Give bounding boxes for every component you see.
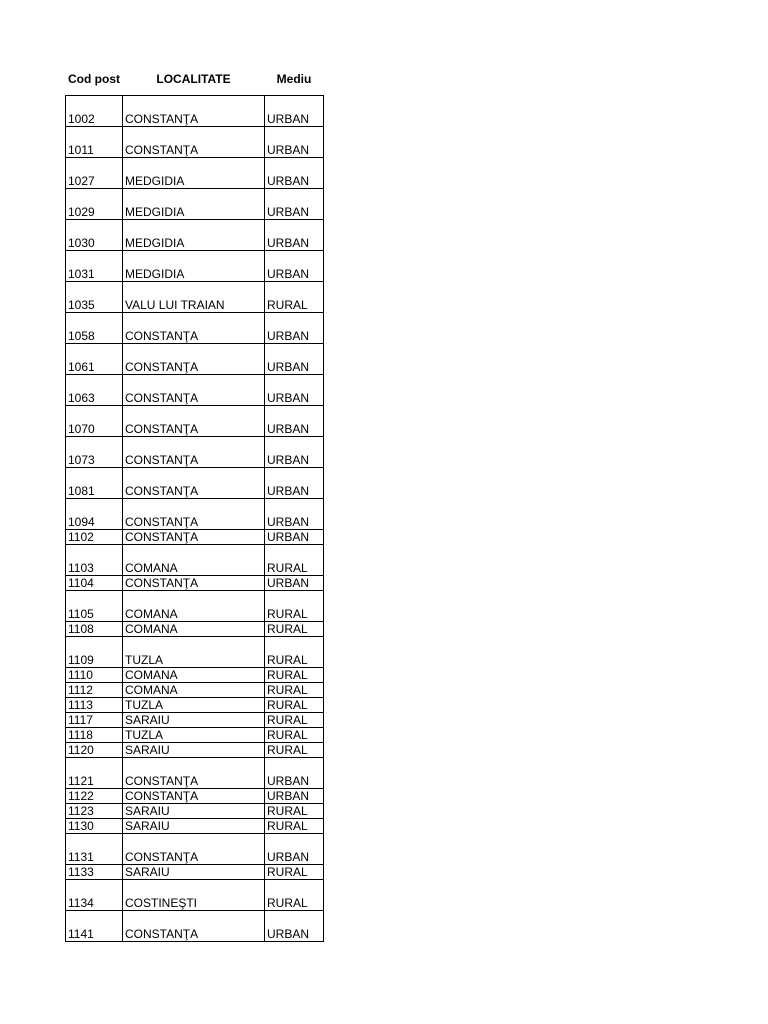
cell-code: 1130 <box>66 819 123 834</box>
table-row <box>66 698 324 713</box>
cell-code: 1031 <box>66 251 123 282</box>
cell-environment: URBAN <box>265 375 324 406</box>
cell-code: 1110 <box>66 668 123 683</box>
cell-code: 1120 <box>66 743 123 758</box>
cell-environment: URBAN <box>265 530 324 545</box>
cell-locality: CONSTANŢA <box>123 437 265 468</box>
table-row <box>66 158 324 189</box>
cell-code: 1081 <box>66 468 123 499</box>
cell-locality: MEDGIDIA <box>123 189 265 220</box>
cell-environment: URBAN <box>265 251 324 282</box>
cell-locality: SARAIU <box>123 804 265 819</box>
cell-code: 1070 <box>66 406 123 437</box>
cell-code: 1122 <box>66 789 123 804</box>
cell-environment: URBAN <box>265 96 324 127</box>
cell-locality: COMANA <box>123 622 265 637</box>
cell-code: 1103 <box>66 545 123 576</box>
cell-code: 1104 <box>66 576 123 591</box>
cell-locality: CONSTANŢA <box>123 499 265 530</box>
table-row <box>66 406 324 437</box>
cell-environment: RURAL <box>265 668 324 683</box>
cell-environment: URBAN <box>265 158 324 189</box>
table-row <box>66 804 324 819</box>
cell-environment: RURAL <box>265 622 324 637</box>
table-row <box>66 437 324 468</box>
cell-environment: RURAL <box>265 637 324 668</box>
table-row <box>66 545 324 576</box>
table-row <box>66 743 324 758</box>
table-row <box>66 834 324 865</box>
cell-locality: CONSTANŢA <box>123 127 265 158</box>
cell-locality: CONSTANŢA <box>123 406 265 437</box>
cell-code: 1061 <box>66 344 123 375</box>
cell-code: 1073 <box>66 437 123 468</box>
cell-locality: COMANA <box>123 668 265 683</box>
cell-locality: TUZLA <box>123 728 265 743</box>
cell-locality: COMANA <box>123 591 265 622</box>
table-row <box>66 683 324 698</box>
table-row <box>66 622 324 637</box>
cell-locality: TUZLA <box>123 637 265 668</box>
cell-code: 1109 <box>66 637 123 668</box>
cell-code: 1117 <box>66 713 123 728</box>
cell-environment: RURAL <box>265 698 324 713</box>
table-row <box>66 713 324 728</box>
table-row <box>66 865 324 880</box>
cell-code: 1108 <box>66 622 123 637</box>
cell-locality: CONSTANŢA <box>123 313 265 344</box>
table-row <box>66 530 324 545</box>
cell-environment: URBAN <box>265 127 324 158</box>
cell-locality: COSTINEŞTI <box>123 880 265 911</box>
cell-environment: URBAN <box>265 406 324 437</box>
cell-environment: RURAL <box>265 728 324 743</box>
cell-environment: URBAN <box>265 344 324 375</box>
cell-code: 1112 <box>66 683 123 698</box>
cell-environment: URBAN <box>265 313 324 344</box>
cell-code: 1141 <box>66 911 123 942</box>
cell-locality: CONSTANŢA <box>123 468 265 499</box>
cell-locality: SARAIU <box>123 865 265 880</box>
postal-code-table <box>65 64 324 942</box>
cell-environment: RURAL <box>265 880 324 911</box>
cell-environment: URBAN <box>265 189 324 220</box>
header-row <box>66 64 324 96</box>
cell-environment: RURAL <box>265 819 324 834</box>
table-row <box>66 728 324 743</box>
table-row <box>66 880 324 911</box>
cell-code: 1094 <box>66 499 123 530</box>
cell-code: 1011 <box>66 127 123 158</box>
cell-environment: RURAL <box>265 865 324 880</box>
cell-environment: RURAL <box>265 804 324 819</box>
cell-environment: RURAL <box>265 743 324 758</box>
header-code: Cod post <box>66 64 123 96</box>
table-row <box>66 189 324 220</box>
cell-environment: URBAN <box>265 499 324 530</box>
table-row <box>66 819 324 834</box>
table-row <box>66 251 324 282</box>
cell-locality: CONSTANŢA <box>123 375 265 406</box>
cell-environment: RURAL <box>265 545 324 576</box>
cell-code: 1035 <box>66 282 123 313</box>
cell-code: 1002 <box>66 96 123 127</box>
cell-locality: TUZLA <box>123 698 265 713</box>
cell-locality: MEDGIDIA <box>123 220 265 251</box>
cell-locality: VALU LUI TRAIAN <box>123 282 265 313</box>
table-row <box>66 468 324 499</box>
cell-environment: URBAN <box>265 758 324 789</box>
cell-code: 1105 <box>66 591 123 622</box>
cell-locality: CONSTANŢA <box>123 576 265 591</box>
cell-locality: CONSTANŢA <box>123 834 265 865</box>
cell-code: 1030 <box>66 220 123 251</box>
cell-code: 1102 <box>66 530 123 545</box>
cell-code: 1133 <box>66 865 123 880</box>
cell-environment: RURAL <box>265 713 324 728</box>
cell-locality: COMANA <box>123 683 265 698</box>
table-row <box>66 282 324 313</box>
cell-environment: RURAL <box>265 591 324 622</box>
cell-environment: RURAL <box>265 282 324 313</box>
table-row <box>66 789 324 804</box>
cell-environment: URBAN <box>265 576 324 591</box>
cell-locality: SARAIU <box>123 743 265 758</box>
cell-locality: CONSTANŢA <box>123 911 265 942</box>
header-environment: Mediu <box>265 64 324 96</box>
table-row <box>66 344 324 375</box>
cell-locality: CONSTANŢA <box>123 758 265 789</box>
cell-environment: URBAN <box>265 789 324 804</box>
postal-code-sheet <box>65 64 324 942</box>
cell-code: 1118 <box>66 728 123 743</box>
table-row <box>66 220 324 251</box>
cell-code: 1131 <box>66 834 123 865</box>
cell-locality: CONSTANŢA <box>123 530 265 545</box>
cell-code: 1123 <box>66 804 123 819</box>
cell-code: 1063 <box>66 375 123 406</box>
cell-code: 1134 <box>66 880 123 911</box>
table-row <box>66 313 324 344</box>
table-row <box>66 911 324 942</box>
table-row <box>66 758 324 789</box>
cell-environment: URBAN <box>265 468 324 499</box>
cell-code: 1027 <box>66 158 123 189</box>
cell-locality: MEDGIDIA <box>123 251 265 282</box>
table-body <box>66 96 324 942</box>
cell-environment: URBAN <box>265 437 324 468</box>
cell-code: 1058 <box>66 313 123 344</box>
cell-locality: CONSTANŢA <box>123 789 265 804</box>
cell-environment: URBAN <box>265 834 324 865</box>
table-row <box>66 127 324 158</box>
cell-environment: URBAN <box>265 220 324 251</box>
table-row <box>66 591 324 622</box>
table-row <box>66 576 324 591</box>
cell-code: 1113 <box>66 698 123 713</box>
cell-code: 1029 <box>66 189 123 220</box>
header-locality: LOCALITATE <box>123 64 265 96</box>
cell-environment: RURAL <box>265 683 324 698</box>
cell-locality: SARAIU <box>123 819 265 834</box>
table-row <box>66 96 324 127</box>
cell-environment: URBAN <box>265 911 324 942</box>
cell-locality: SARAIU <box>123 713 265 728</box>
table-row <box>66 375 324 406</box>
table-row <box>66 668 324 683</box>
cell-locality: COMANA <box>123 545 265 576</box>
cell-code: 1121 <box>66 758 123 789</box>
cell-locality: CONSTANŢA <box>123 344 265 375</box>
cell-locality: MEDGIDIA <box>123 158 265 189</box>
cell-locality: CONSTANŢA <box>123 96 265 127</box>
table-row <box>66 637 324 668</box>
table-row <box>66 499 324 530</box>
